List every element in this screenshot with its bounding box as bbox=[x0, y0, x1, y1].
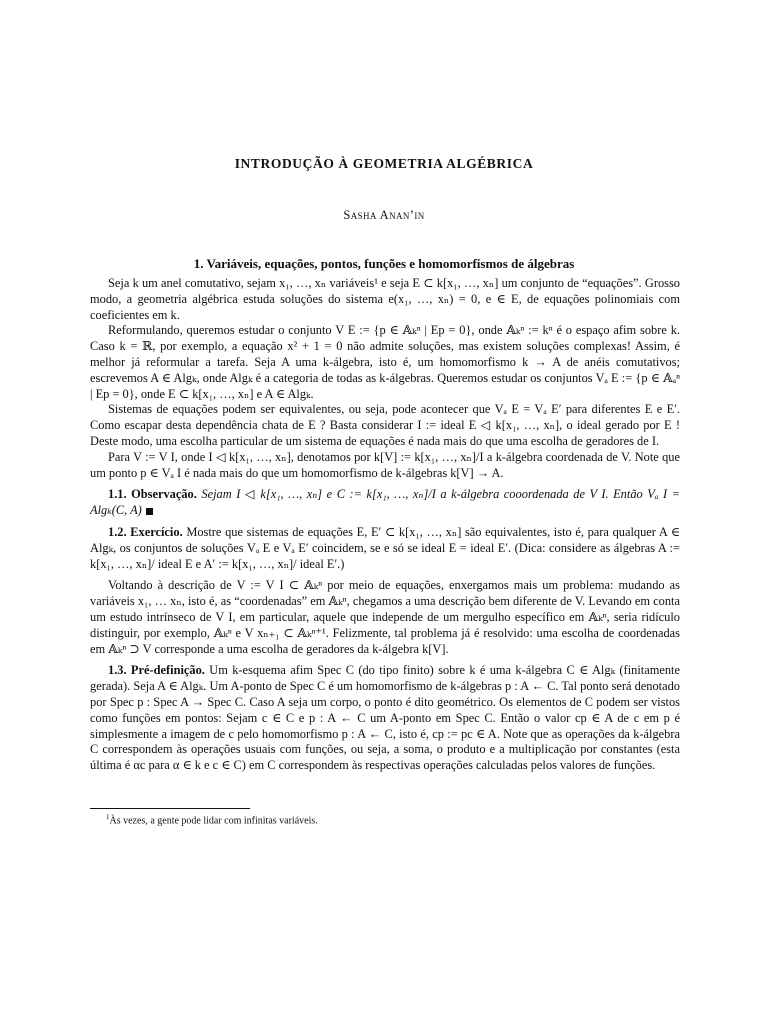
footnote-text: Às vezes, a gente pode lidar com infinitas variáveis. bbox=[109, 815, 318, 827]
exercise-label: 1.2. Exercício. bbox=[108, 524, 183, 539]
exercise-1-2 bbox=[90, 525, 680, 572]
paragraph-equivalence: Sistemas de equações podem ser equivalentes, ou seja, pode acontecer que Vₐ E = Vₐ E′ para diferentes E e E′. Como escapar desta dependência chata de E ? Basta considerar I := ideal E ◁ k[x₁, …, xₙ], o ideal gerado por E ! Deste modo, uma escolha particular de um sistema de equações é nada mais do que uma escolha de geradores de I. bbox=[90, 402, 680, 448]
qed-square-icon bbox=[146, 508, 153, 515]
paragraph-coordinate-algebra: Para V := V I, onde I ◁ k[x₁, …, xₙ], denotamos por k[V] := k[x₁, …, xₙ]/I a k-álgebra coordenada de V. Note que um ponto p ∈ Vₐ I é nada mais do que um homomorfismo de k-álgebras k[V] → A. bbox=[90, 449, 680, 480]
footnote-mark: 1 bbox=[106, 813, 110, 821]
footnote-rule bbox=[90, 808, 250, 809]
exercise-text: Mostre que sistemas de equações E, E′ ⊂ k[x₁, …, xₙ] são equivalentes, isto é, para qualquer A ∈ Algₖ, os conjuntos de soluções Vₐ E e Vₐ E′ coincidem, se e só se ideal E = ideal E′. (Dica: considere as álgebras A := k[x₁, …, xₙ]/ ideal E e A′ := k[x₁, …, xₙ]/ ideal E′.) bbox=[90, 524, 680, 571]
section-heading: 1. Variáveis, equações, pontos, funções e homomorfismos de álgebras bbox=[193, 256, 575, 271]
predefinition-text: Um k-esquema afim Spec C (do tipo finito) sobre k é uma k-álgebra C ∈ Algₖ (finitamente gerada). Seja A ∈ Algₖ. Um A-ponto de Spec C é um homomorfismo de k-álgebras p : A ← C. Tal ponto será denotado por Spec p : Spec A → Spec C. Caso A seja um corpo, o ponto é dito geométrico. Os elementos de C podem ser vistos como funções em pontos: Sejam c ∈ C e p : A ← C um A-ponto em Spec C. Então o valor cp ∈ A de c em p é simplesmente a imagem de c pelo homomorfismo p : A ← C, isto é, cp := pc ∈ A. Note que as operações da k-álgebra C correspondem às operações usuais com funções, ou seja, a soma, o produto e a multiplicação por constantes (esta última é αc para α ∈ k e c ∈ C) em C correspondem às respectivas operações calculadas pelos valores de funções. bbox=[90, 663, 680, 773]
observation-label: 1.1. Observação. bbox=[108, 487, 197, 502]
paragraph-intro: Seja k um anel comutativo, sejam x₁, …, xₙ variáveis¹ e seja E ⊂ k[x₁, …, xₙ] um conjunto de “equações”. Grosso modo, a geometria algébrica estuda soluções do sistema e(x₁, …, xₙ) = 0, e ∈ E, de equações polinomiais com coeficientes em k. bbox=[90, 276, 680, 322]
paragraph-reformulation: Reformulando, queremos estudar o conjunto V E := {p ∈ 𝔸ₖⁿ | Ep = 0}, onde 𝔸ₖⁿ := kⁿ é o espaço afim sobre k. Caso k = ℝ, por exemplo, a equação x² + 1 = 0 não admite soluções, mas existem soluções complexas! Assim, é melhor já reformular a tarefa. Seja A uma k-álgebra, isto é, um homomorfismo k → A de anéis comutativos; escrevemos A ∈ Algₖ, onde Algₖ é a categoria de todas as k-álgebras. Queremos estudar os conjuntos Vₐ E := {p ∈ 𝔸ₐⁿ | Ep = 0}, onde E ⊂ k[x₁, …, xₙ] e A ∈ Algₖ. bbox=[90, 323, 680, 401]
author-name: Sasha Anan’in bbox=[343, 208, 425, 222]
footnote bbox=[106, 811, 680, 827]
predefinition-label: 1.3. Pré-definição. bbox=[108, 663, 205, 678]
predefinition-1-3 bbox=[90, 663, 680, 774]
observation-1-1 bbox=[90, 487, 680, 519]
paragraph-coordinates: Voltando à descrição de V := V I ⊂ 𝔸ₖⁿ por meio de equações, enxergamos mais um problema: mudando as variáveis x₁, … xₙ, isto é, as “coordenadas” em 𝔸ₖⁿ, chegamos a uma descrição bem diferente de V. Levando em conta um estudo intrínseco de V I, em particular, aquele que independe de um mergulho específico em 𝔸ₖⁿ, seria ridículo distinguir, por exemplo, 𝔸ₖⁿ e V xₙ₊₁ ⊂ 𝔸ₖⁿ⁺¹. Felizmente, tal problema já é resolvido: uma escolha de coordenadas em 𝔸ₖⁿ ⊃ V corresponde a uma escolha de geradores da k-álgebra k[V]. bbox=[90, 578, 680, 656]
paper-title: INTRODUÇÃO À GEOMETRIA ALGÉBRICA bbox=[234, 156, 534, 171]
observation-text: Sejam I ◁ k[x₁, …, xₙ] e C := k[x₁, …, xₙ]/I a k-álgebra cooordenada de V I. Então Vₐ I = Algₖ(C, A) bbox=[90, 487, 680, 518]
body-text bbox=[90, 276, 680, 774]
